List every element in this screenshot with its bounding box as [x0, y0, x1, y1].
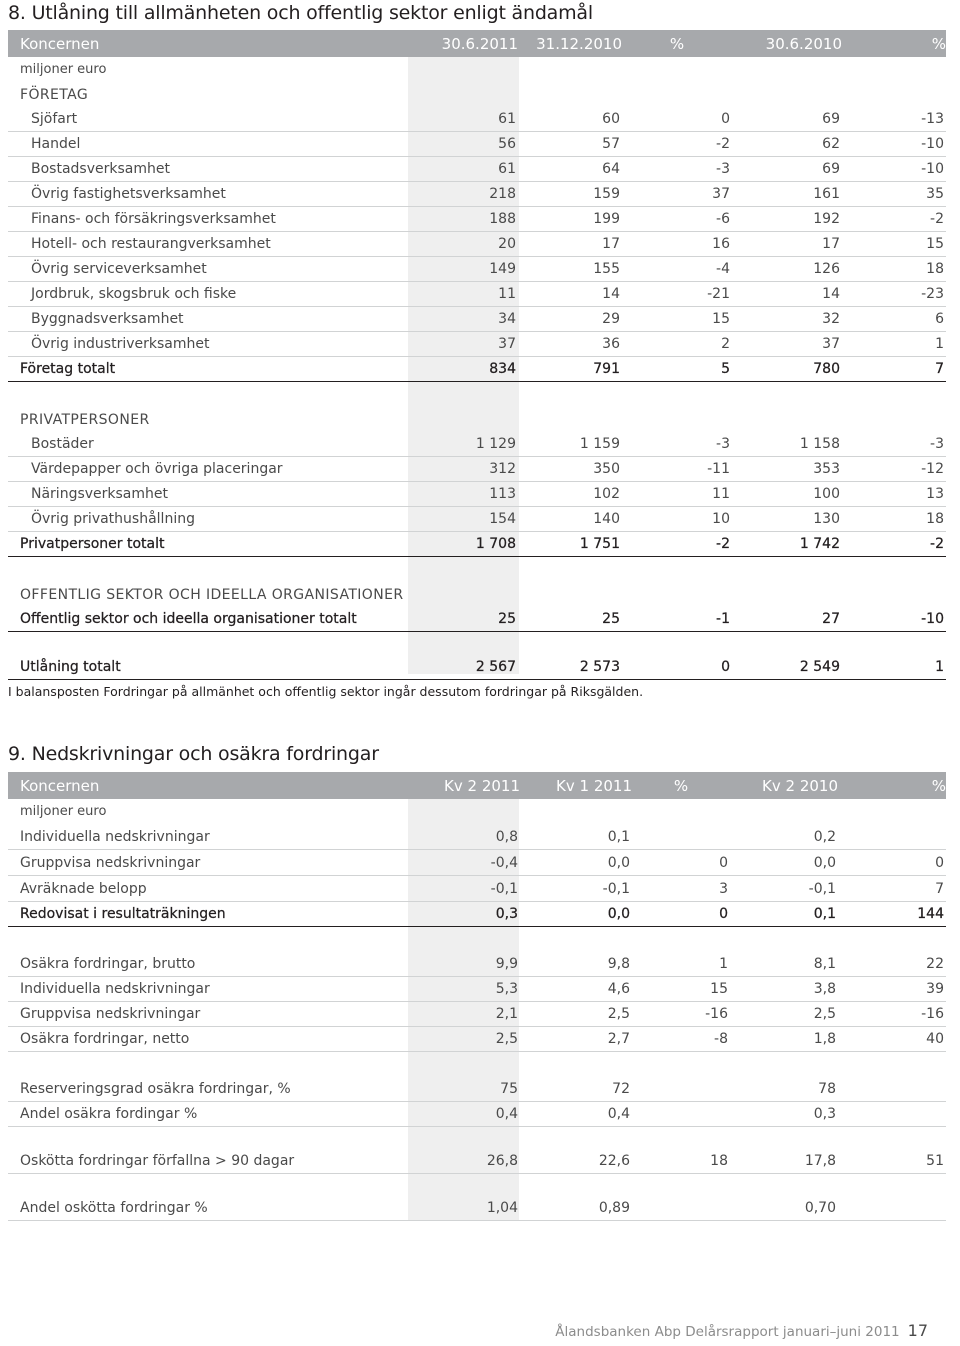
total-row	[8, 532, 946, 557]
value-cell: -10	[842, 132, 946, 157]
value-cell: 32	[732, 307, 842, 332]
value-cell: 9,8	[520, 952, 632, 977]
row-label: Övrig industriverksamhet	[8, 332, 408, 357]
value-cell: 18	[632, 1149, 730, 1174]
row-label: Övrig privathushållning	[8, 507, 408, 532]
value-cell: -23	[842, 282, 946, 307]
value-cell: 17,8	[730, 1149, 838, 1174]
value-cell: 14	[732, 282, 842, 307]
value-cell: 0,3	[730, 1102, 838, 1127]
value-cell: -3	[622, 432, 732, 457]
value-cell: -6	[622, 207, 732, 232]
value-cell: 0,70	[730, 1196, 838, 1221]
value-cell: 18	[842, 507, 946, 532]
value-cell: 15	[632, 977, 730, 1002]
header-cell: Koncernen	[8, 772, 408, 799]
total-row	[8, 902, 946, 927]
section-8-title: 8. Utlåning till allmänheten och offentlig sektor enligt ändamål	[8, 2, 593, 24]
value-cell: 159	[518, 182, 622, 207]
value-cell: -21	[622, 282, 732, 307]
value-cell: 100	[732, 482, 842, 507]
header-cell: 30.6.2011	[408, 30, 518, 57]
row-label: Handel	[8, 132, 408, 157]
row-label: Privatpersoner totalt	[8, 532, 408, 557]
value-cell: -13	[842, 107, 946, 132]
section-9-title: 9. Nedskrivningar och osäkra fordringar	[8, 743, 379, 765]
value-cell: 18	[842, 257, 946, 282]
impairments-table	[8, 772, 946, 1221]
value-cell: 0,1	[730, 902, 838, 927]
value-cell: 1 129	[408, 432, 518, 457]
header-cell: %	[842, 30, 946, 57]
value-cell: 56	[408, 132, 518, 157]
value-cell: 8,1	[730, 952, 838, 977]
value-cell: 834	[408, 357, 518, 382]
value-cell: -12	[842, 457, 946, 482]
row-label: Utlåning totalt	[8, 655, 408, 680]
value-cell: 14	[518, 282, 622, 307]
units-row	[8, 799, 946, 824]
value-cell: 1 159	[518, 432, 622, 457]
value-cell: 1 708	[408, 532, 518, 557]
value-cell: -2	[622, 132, 732, 157]
row-label: Avräknade belopp	[8, 876, 408, 902]
value-cell: 25	[408, 607, 518, 632]
table-row	[8, 307, 946, 332]
table-row	[8, 282, 946, 307]
spacer-row	[8, 557, 946, 583]
row-label: Övrig fastighetsverksamhet	[8, 182, 408, 207]
row-label: Gruppvisa nedskrivningar	[8, 850, 408, 876]
table-row	[8, 1102, 946, 1127]
value-cell: -3	[622, 157, 732, 182]
value-cell: 780	[732, 357, 842, 382]
value-cell: 72	[520, 1077, 632, 1102]
table-row	[8, 482, 946, 507]
category-row-label: PRIVATPERSONER	[20, 411, 150, 428]
spacer-row	[8, 382, 946, 408]
value-cell: 1	[632, 952, 730, 977]
table-row	[8, 1027, 946, 1052]
lending-table	[8, 30, 946, 680]
value-cell: -10	[842, 607, 946, 632]
value-cell: 188	[408, 207, 518, 232]
value-cell: 0,0	[520, 902, 632, 927]
header-cell: 31.12.2010	[518, 30, 622, 57]
value-cell: 199	[518, 207, 622, 232]
footnote: I balansposten Fordringar på allmänhet och offentlig sektor ingår dessutom fordringar på Riksgälden.	[8, 684, 644, 699]
table-row	[8, 850, 946, 876]
value-cell: -2	[842, 532, 946, 557]
header-cell: Kv 2 2010	[730, 772, 838, 799]
value-cell: 7	[842, 357, 946, 382]
value-cell: -0,1	[730, 876, 838, 902]
value-cell: 22	[838, 952, 946, 977]
value-cell: 11	[622, 482, 732, 507]
row-label: Oskötta fordringar förfallna > 90 dagar	[8, 1149, 408, 1174]
value-cell: 2	[622, 332, 732, 357]
value-cell: 1,8	[730, 1027, 838, 1052]
table-header	[8, 30, 946, 57]
value-cell: 2,5	[520, 1002, 632, 1027]
table-row	[8, 824, 946, 850]
value-cell: 9,9	[408, 952, 520, 977]
value-cell: 2,7	[520, 1027, 632, 1052]
table-row	[8, 977, 946, 1002]
row-label: Gruppvisa nedskrivningar	[8, 1002, 408, 1027]
value-cell: 7	[838, 876, 946, 902]
value-cell: 5	[622, 357, 732, 382]
row-label: Redovisat i resultaträkningen	[8, 902, 408, 927]
value-cell: 60	[518, 107, 622, 132]
value-cell: 57	[518, 132, 622, 157]
value-cell: 40	[838, 1027, 946, 1052]
header-cell: %	[622, 30, 732, 57]
table-row	[8, 157, 946, 182]
units-row	[8, 57, 946, 82]
row-label: Osäkra fordringar, netto	[8, 1027, 408, 1052]
value-cell: 0	[838, 850, 946, 876]
page-footer	[555, 1321, 928, 1340]
value-cell: 13	[842, 482, 946, 507]
value-cell: -1	[622, 607, 732, 632]
value-cell	[632, 1102, 730, 1127]
value-cell: 218	[408, 182, 518, 207]
value-cell: 0	[622, 107, 732, 132]
value-cell: 0	[632, 850, 730, 876]
value-cell: 140	[518, 507, 622, 532]
value-cell: 130	[732, 507, 842, 532]
value-cell: 37	[732, 332, 842, 357]
value-cell: -0,1	[408, 876, 520, 902]
table-row	[8, 1196, 946, 1221]
row-label: Hotell- och restaurangverksamhet	[8, 232, 408, 257]
table-row	[8, 457, 946, 482]
table-row	[8, 1149, 946, 1174]
value-cell: 22,6	[520, 1149, 632, 1174]
value-cell: 64	[518, 157, 622, 182]
table-row	[8, 876, 946, 902]
value-cell: 353	[732, 457, 842, 482]
table-row	[8, 1002, 946, 1027]
total-row	[8, 607, 946, 632]
value-cell: 2,5	[408, 1027, 520, 1052]
row-label: Individuella nedskrivningar	[8, 977, 408, 1002]
total-row	[8, 357, 946, 382]
value-cell: -11	[622, 457, 732, 482]
value-cell	[838, 824, 946, 850]
value-cell: 155	[518, 257, 622, 282]
value-cell	[838, 1102, 946, 1127]
value-cell: 2,1	[408, 1002, 520, 1027]
value-cell: 0,89	[520, 1196, 632, 1221]
value-cell: 102	[518, 482, 622, 507]
value-cell: 25	[518, 607, 622, 632]
value-cell: 6	[842, 307, 946, 332]
header-cell: 30.6.2010	[732, 30, 842, 57]
value-cell: 1,04	[408, 1196, 520, 1221]
value-cell: -2	[622, 532, 732, 557]
value-cell: 126	[732, 257, 842, 282]
table-row	[8, 432, 946, 457]
value-cell: -0,4	[408, 850, 520, 876]
row-label: Bostäder	[8, 432, 408, 457]
row-label: Byggnadsverksamhet	[8, 307, 408, 332]
value-cell: 0	[632, 902, 730, 927]
value-cell: 11	[408, 282, 518, 307]
value-cell: 15	[842, 232, 946, 257]
value-cell: 1	[842, 655, 946, 680]
value-cell: 75	[408, 1077, 520, 1102]
spacer-row	[8, 632, 946, 656]
value-cell: 69	[732, 107, 842, 132]
value-cell: -10	[842, 157, 946, 182]
value-cell	[632, 824, 730, 850]
value-cell: 69	[732, 157, 842, 182]
value-cell: 34	[408, 307, 518, 332]
value-cell: 161	[732, 182, 842, 207]
row-label: Individuella nedskrivningar	[8, 824, 408, 850]
row-label: Sjöfart	[8, 107, 408, 132]
row-label: Reserveringsgrad osäkra fordringar, %	[8, 1077, 408, 1102]
value-cell: 3,8	[730, 977, 838, 1002]
category-row	[8, 82, 946, 107]
category-row	[8, 407, 946, 432]
spacer-row	[8, 1127, 946, 1150]
table-header	[8, 772, 946, 799]
table-row	[8, 332, 946, 357]
value-cell: 62	[732, 132, 842, 157]
value-cell: 1 742	[732, 532, 842, 557]
table-row	[8, 1077, 946, 1102]
value-cell	[838, 1196, 946, 1221]
value-cell: 350	[518, 457, 622, 482]
table-row	[8, 952, 946, 977]
value-cell: 61	[408, 157, 518, 182]
value-cell: 0,0	[730, 850, 838, 876]
table-row	[8, 232, 946, 257]
value-cell: 0,2	[730, 824, 838, 850]
table-row	[8, 182, 946, 207]
value-cell: 0,0	[520, 850, 632, 876]
value-cell: 2 549	[732, 655, 842, 680]
table-row	[8, 507, 946, 532]
row-label: Andel osäkra fordingar %	[8, 1102, 408, 1127]
value-cell	[632, 1196, 730, 1221]
value-cell: 35	[842, 182, 946, 207]
value-cell: 1 158	[732, 432, 842, 457]
value-cell: 3	[632, 876, 730, 902]
row-label: Jordbruk, skogsbruk och fiske	[8, 282, 408, 307]
category-row	[8, 582, 946, 607]
header-cell: %	[632, 772, 730, 799]
row-label: Osäkra fordringar, brutto	[8, 952, 408, 977]
value-cell: 78	[730, 1077, 838, 1102]
page-number: 17	[907, 1321, 928, 1340]
value-cell: 0,4	[408, 1102, 520, 1127]
row-label: Värdepapper och övriga placeringar	[8, 457, 408, 482]
table-row	[8, 257, 946, 282]
value-cell: 192	[732, 207, 842, 232]
value-cell: 17	[518, 232, 622, 257]
value-cell: 4,6	[520, 977, 632, 1002]
value-cell: 51	[838, 1149, 946, 1174]
value-cell: 0,1	[520, 824, 632, 850]
value-cell: -4	[622, 257, 732, 282]
value-cell: 2 573	[518, 655, 622, 680]
value-cell: 36	[518, 332, 622, 357]
value-cell: 1 751	[518, 532, 622, 557]
value-cell: 10	[622, 507, 732, 532]
value-cell: 29	[518, 307, 622, 332]
units-row-label: miljoner euro	[20, 62, 107, 77]
spacer-row	[8, 1174, 946, 1197]
value-cell: 27	[732, 607, 842, 632]
value-cell: 61	[408, 107, 518, 132]
row-label: Andel oskötta fordringar %	[8, 1196, 408, 1221]
category-row-label: OFFENTLIG SEKTOR OCH IDEELLA ORGANISATIONER	[20, 586, 404, 603]
table-row	[8, 107, 946, 132]
value-cell	[838, 1077, 946, 1102]
table-row	[8, 207, 946, 232]
value-cell: 20	[408, 232, 518, 257]
grand-total-row	[8, 655, 946, 680]
value-cell: 0	[622, 655, 732, 680]
table-row	[8, 132, 946, 157]
value-cell: 149	[408, 257, 518, 282]
value-cell: 0,3	[408, 902, 520, 927]
spacer-row	[8, 927, 946, 953]
header-cell: Koncernen	[8, 30, 408, 57]
value-cell: 26,8	[408, 1149, 520, 1174]
value-cell: 113	[408, 482, 518, 507]
value-cell: -2	[842, 207, 946, 232]
value-cell: 15	[622, 307, 732, 332]
value-cell: 37	[408, 332, 518, 357]
value-cell	[632, 1077, 730, 1102]
value-cell: 154	[408, 507, 518, 532]
row-label: Offentlig sektor och ideella organisationer totalt	[8, 607, 408, 632]
row-label: Övrig serviceverksamhet	[8, 257, 408, 282]
header-cell: Kv 1 2011	[520, 772, 632, 799]
footer-text: Ålandsbanken Abp Delårsrapport januari–juni 2011	[555, 1324, 900, 1340]
value-cell: 39	[838, 977, 946, 1002]
value-cell: 37	[622, 182, 732, 207]
header-cell: Kv 2 2011	[408, 772, 520, 799]
value-cell: 2,5	[730, 1002, 838, 1027]
value-cell: 1	[842, 332, 946, 357]
value-cell: -16	[838, 1002, 946, 1027]
value-cell: -8	[632, 1027, 730, 1052]
units-row-label: miljoner euro	[20, 804, 107, 819]
header-cell: %	[838, 772, 946, 799]
value-cell: -0,1	[520, 876, 632, 902]
category-row-label: FÖRETAG	[20, 86, 89, 103]
value-cell: 312	[408, 457, 518, 482]
value-cell: 2 567	[408, 655, 518, 680]
row-label: Näringsverksamhet	[8, 482, 408, 507]
value-cell: -16	[632, 1002, 730, 1027]
value-cell: 144	[838, 902, 946, 927]
value-cell: 16	[622, 232, 732, 257]
value-cell: 17	[732, 232, 842, 257]
value-cell: 5,3	[408, 977, 520, 1002]
spacer-row	[8, 1052, 946, 1078]
row-label: Företag totalt	[8, 357, 408, 382]
row-label: Finans- och försäkringsverksamhet	[8, 207, 408, 232]
value-cell: 791	[518, 357, 622, 382]
row-label: Bostadsverksamhet	[8, 157, 408, 182]
value-cell: -3	[842, 432, 946, 457]
value-cell: 0,4	[520, 1102, 632, 1127]
value-cell: 0,8	[408, 824, 520, 850]
